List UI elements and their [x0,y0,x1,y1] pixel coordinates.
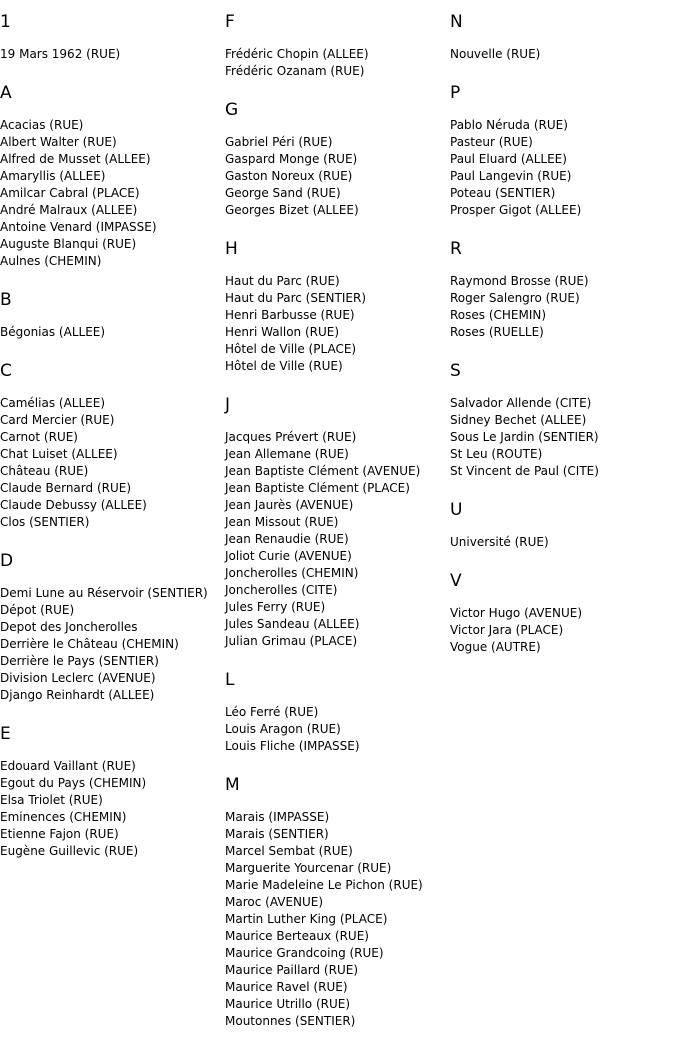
street-list [450,117,675,219]
street-item: Albert Walter (RUE) [0,135,117,149]
section-letter: U [450,500,463,520]
street-item: Etienne Fajon (RUE) [0,827,119,841]
street-item: Paul Eluard (ALLEE) [450,152,567,166]
street-item: Gaspard Monge (RUE) [225,152,358,166]
index-section [0,290,225,341]
index-section [450,361,675,480]
street-item: Amilcar Cabral (PLACE) [0,186,140,200]
street-item: Maurice Ravel (RUE) [225,980,348,994]
index-section [450,12,675,63]
street-item: Aulnes (CHEMIN) [0,254,102,268]
street-item: Prosper Gigot (ALLEE) [450,203,582,217]
street-list [225,704,450,755]
street-item: Egout du Pays (CHEMIN) [0,776,147,790]
street-item: Amaryllis (ALLEE) [0,169,106,183]
street-item: Julian Grimau (PLACE) [225,634,358,648]
street-item: Camélias (ALLEE) [0,396,105,410]
street-item: Louis Aragon (RUE) [225,722,341,736]
street-item: Django Reinhardt (ALLEE) [0,688,155,702]
street-item: Pasteur (RUE) [450,135,533,149]
street-item: Elsa Triolet (RUE) [0,793,103,807]
street-item: Eugène Guillevic (RUE) [0,844,139,858]
street-item: Maroc (AVENUE) [225,895,324,909]
street-item: Derrière le Pays (SENTIER) [0,654,159,668]
street-list [450,534,675,551]
street-item: Paul Langevin (RUE) [450,169,572,183]
street-item: Marguerite Yourcenar (RUE) [225,861,392,875]
section-letter: L [225,670,235,690]
street-item: Hôtel de Ville (RUE) [225,359,343,373]
street-item: Derrière le Château (CHEMIN) [0,637,179,651]
street-item: Maurice Grandcoing (RUE) [225,946,384,960]
street-item: Vogue (AUTRE) [450,640,541,654]
street-item: Roger Salengro (RUE) [450,291,580,305]
index-section [225,12,450,80]
street-item: Eminences (CHEMIN) [0,810,127,824]
street-list [450,46,675,63]
street-item: Frédéric Ozanam (RUE) [225,64,365,78]
index-section [225,775,450,1030]
street-item: Jules Sandeau (ALLEE) [225,617,360,631]
street-item: Roses (CHEMIN) [450,308,547,322]
street-item: Acacias (RUE) [0,118,84,132]
street-item: Antoine Venard (IMPASSE) [0,220,157,234]
index-section [0,551,225,704]
street-item: Jean Jaurès (AVENUE) [225,498,354,512]
index-section [0,12,225,63]
street-list [225,809,450,1030]
section-letter: R [450,239,462,259]
street-list [0,395,225,531]
street-list [450,273,675,341]
street-item: George Sand (RUE) [225,186,341,200]
street-item: Jules Ferry (RUE) [225,600,326,614]
section-letter: N [450,12,463,32]
index-column-3 [450,0,675,656]
section-letter: E [0,724,11,744]
index-section [225,100,450,219]
section-letter: P [450,83,461,103]
section-letter: A [0,83,12,103]
street-item: Clos (SENTIER) [0,515,90,529]
street-item: Chat Luiset (ALLEE) [0,447,118,461]
street-item: Maurice Paillard (RUE) [225,963,359,977]
street-list [0,46,225,63]
street-list [450,395,675,480]
street-item: St Vincent de Paul (CITE) [450,464,599,478]
street-item: Jean Missout (RUE) [225,515,339,529]
street-item: Gabriel Péri (RUE) [225,135,333,149]
street-item: Marais (SENTIER) [225,827,329,841]
street-item: Demi Lune au Réservoir (SENTIER) [0,586,208,600]
index-section [450,571,675,656]
street-item: Jean Baptiste Clément (PLACE) [225,481,410,495]
street-item: Victor Hugo (AVENUE) [450,606,583,620]
street-item: Sidney Bechet (ALLEE) [450,413,587,427]
index-section [0,724,225,860]
street-item: Haut du Parc (SENTIER) [225,291,366,305]
street-item: Depot des Joncherolles [0,620,138,634]
street-item: Claude Debussy (ALLEE) [0,498,147,512]
street-item: Haut du Parc (RUE) [225,274,340,288]
street-item: Université (RUE) [450,535,549,549]
index-column-2 [225,0,450,1030]
street-item: Poteau (SENTIER) [450,186,556,200]
street-list [0,324,225,341]
street-item: Raymond Brosse (RUE) [450,274,589,288]
section-letter: H [225,239,238,259]
street-item: Marcel Sembat (RUE) [225,844,353,858]
street-item: Maurice Berteaux (RUE) [225,929,369,943]
street-item: Jean Baptiste Clément (AVENUE) [225,464,421,478]
index-section [0,83,225,270]
street-item: Martin Luther King (PLACE) [225,912,388,926]
section-letter: M [225,775,240,795]
section-letter: V [450,571,462,591]
street-item: Hôtel de Ville (PLACE) [225,342,357,356]
street-item: Auguste Blanqui (RUE) [0,237,137,251]
street-item: Bégonias (ALLEE) [0,325,106,339]
street-item: Salvador Allende (CITE) [450,396,592,410]
street-item: Claude Bernard (RUE) [0,481,132,495]
section-letter: 1 [0,12,11,32]
street-item: Alfred de Musset (ALLEE) [0,152,151,166]
street-item: Carnot (RUE) [0,430,78,444]
street-item: Henri Barbusse (RUE) [225,308,355,322]
street-item: St Leu (ROUTE) [450,447,543,461]
street-list [450,605,675,656]
street-item: Moutonnes (SENTIER) [225,1014,356,1028]
street-item: Pablo Néruda (RUE) [450,118,568,132]
street-item: André Malraux (ALLEE) [0,203,138,217]
street-item: Marie Madeleine Le Pichon (RUE) [225,878,423,892]
street-list [225,134,450,219]
street-list [0,585,225,704]
street-list [0,758,225,860]
street-item: Victor Jara (PLACE) [450,623,564,637]
street-item: Georges Bizet (ALLEE) [225,203,359,217]
index-section [225,395,450,650]
street-item: Sous Le Jardin (SENTIER) [450,430,599,444]
section-letter: G [225,100,239,120]
street-item: Nouvelle (RUE) [450,47,541,61]
street-list [225,429,450,650]
street-item: Léo Ferré (RUE) [225,705,319,719]
street-item: Henri Wallon (RUE) [225,325,340,339]
index-section [0,361,225,531]
street-item: Château (RUE) [0,464,89,478]
street-item: Gaston Noreux (RUE) [225,169,353,183]
street-list [0,117,225,270]
street-item: Dépot (RUE) [0,603,75,617]
street-item: Louis Fliche (IMPASSE) [225,739,360,753]
street-item: Card Mercier (RUE) [0,413,115,427]
street-item: Maurice Utrillo (RUE) [225,997,351,1011]
index-section [225,670,450,755]
section-letter: F [225,12,235,32]
street-item: Division Leclerc (AVENUE) [0,671,156,685]
section-letter: B [0,290,12,310]
street-item: Roses (RUELLE) [450,325,544,339]
section-letter: D [0,551,14,571]
section-letter: J [225,395,231,415]
street-item: Joncherolles (CHEMIN) [225,566,359,580]
section-letter: S [450,361,461,381]
section-letter: C [0,361,12,381]
street-list [225,273,450,375]
index-section [450,500,675,551]
street-item: Jacques Prévert (RUE) [225,430,357,444]
index-section [225,239,450,375]
street-item: 19 Mars 1962 (RUE) [0,47,121,61]
street-item: Jean Renaudie (RUE) [225,532,349,546]
street-item: Edouard Vaillant (RUE) [0,759,136,773]
street-item: Jean Allemane (RUE) [225,447,349,461]
street-list [225,46,450,80]
street-item: Marais (IMPASSE) [225,810,330,824]
street-item: Joliot Curie (AVENUE) [225,549,352,563]
index-column-1 [0,0,225,860]
street-item: Joncherolles (CITE) [225,583,338,597]
index-section [450,239,675,341]
street-item: Frédéric Chopin (ALLEE) [225,47,369,61]
index-section [450,83,675,219]
